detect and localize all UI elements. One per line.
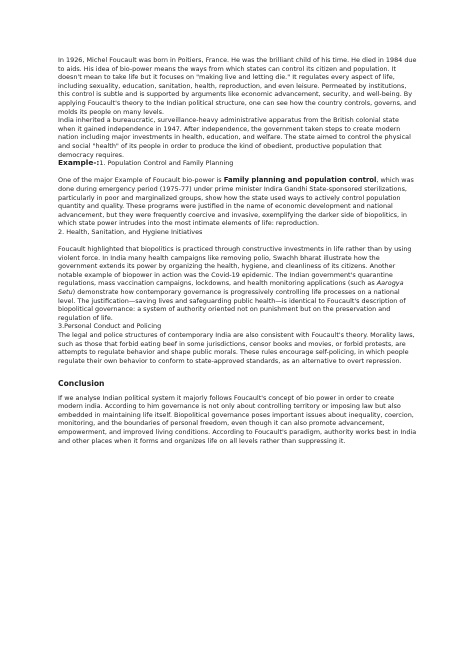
example-3-paragraph: The legal and police structures of contemporary India are also consistent with Foucault's theory. Morality laws, such as those that forbid eating beef in some jurisdictions, censor books and movies, or forbid protests, are attempts to regulate behavior and shape public morals. These rules encourage self-policing, in which people regulate their own behavior to conform to state-approved standards, as an alternative to overt repression. [58,331,415,365]
intro-paragraph-1: In 1926, Michel Foucault was born in Poitiers, France. He was the brilliant child of his time. He died in 1984 due to aids. His idea of bio-power means the ways from which states can control its citizen and population. It doesn't mean to take life but it focuses on "making live and letting die." It regulates every aspect of life, including sexuality, education, sanitation, health, reproduction, and even leisure. Permeated by institutions, this control is subtle and is supported by arguments like economic advancement, security, and well-being. By applying Foucault's theory to the Indian political structure, one can see how the country controls, governs, and molds its people on many levels. [58,56,417,116]
example-label: Example-: [58,158,100,168]
example-heading [58,159,418,168]
example-1-paragraph [58,176,418,228]
document-body [58,56,418,445]
example-item-1: 1. Population Control and Family Planning [99,159,234,168]
example-2-intro: Foucault highlighted that biopolitics is practiced through constructive investments in life rather than by using violent force. In India many health campaigns like removing polio, Swachh bharat illustrate how the government extends its power by organizing the health, hygiene, and cleanliness of its citizens. Another notable example of biopower in action was the Covid-19 epidemic. The Indian government's quarantine regulations, mass vaccination campaigns, lockdowns, and health monitoring applications (such as [58,245,412,288]
example-2-app-name: Aarogya Setu [58,279,404,297]
example-1-intro: One of the major Example of Foucault bio-power is [58,176,224,185]
example-1-body: , which was done during emergency period (1975-77) under prime minister Indira Gandhi State-sponsored sterilizations, particularly in poor and marginalized groups, show how the state used ways to actively control population quantity and quality. These programs were justified in the name of economic development and national advancement, but they were frequently coercive and invasive, exemplifying the darker side of biopolitics, in which state power intrudes into the most intimate elements of life: reproduction. [58,176,414,228]
conclusion-paragraph: If we analyse Indian political system it majorly follows Foucault's concept of bio power in order to create modern india. According to him governance is not only about controlling territory or imposing law but also embedded in maintaining life itself. Biopolitical governance poses important issues about inequality, coercion, monitoring, and the boundaries of personal freedom, even though it can also promote advancement, empowerment, and improved living conditions. According to Foucault's paradigm, authority works best in India and other places when it forms and organizes life on all levels rather than suppressing it. [58,393,417,445]
section-heading-2: 2. Health, Sanitation, and Hygiene Initiatives [58,227,203,236]
intro-paragraph-2: India inherited a bureaucratic, surveillance-heavy administrative apparatus from the British colonial state when it gained independence in 1947. After independence, the government taken steps to create modern nation including major investments in health, education, and welfare. The state aimed to control the physical and social "health" of its people in order to produce the kind of obedient, productive population that democracy requires. [58,116,411,159]
conclusion-heading: Conclusion [58,378,105,388]
example-2-paragraph [58,245,418,322]
example-1-emphasis: Family planning and population control [223,176,377,185]
section-heading-3: 3.Personal Conduct and Policing [58,322,162,331]
example-2-body: ) demonstrate how contemporary governance is progressively controlling life processes on a national level. The justification—saving lives and safeguarding public health—is identical to Foucault's description of biopolitical governance: a system of authority oriented not on punishment but on the preservation and regulation of life. [58,288,406,322]
